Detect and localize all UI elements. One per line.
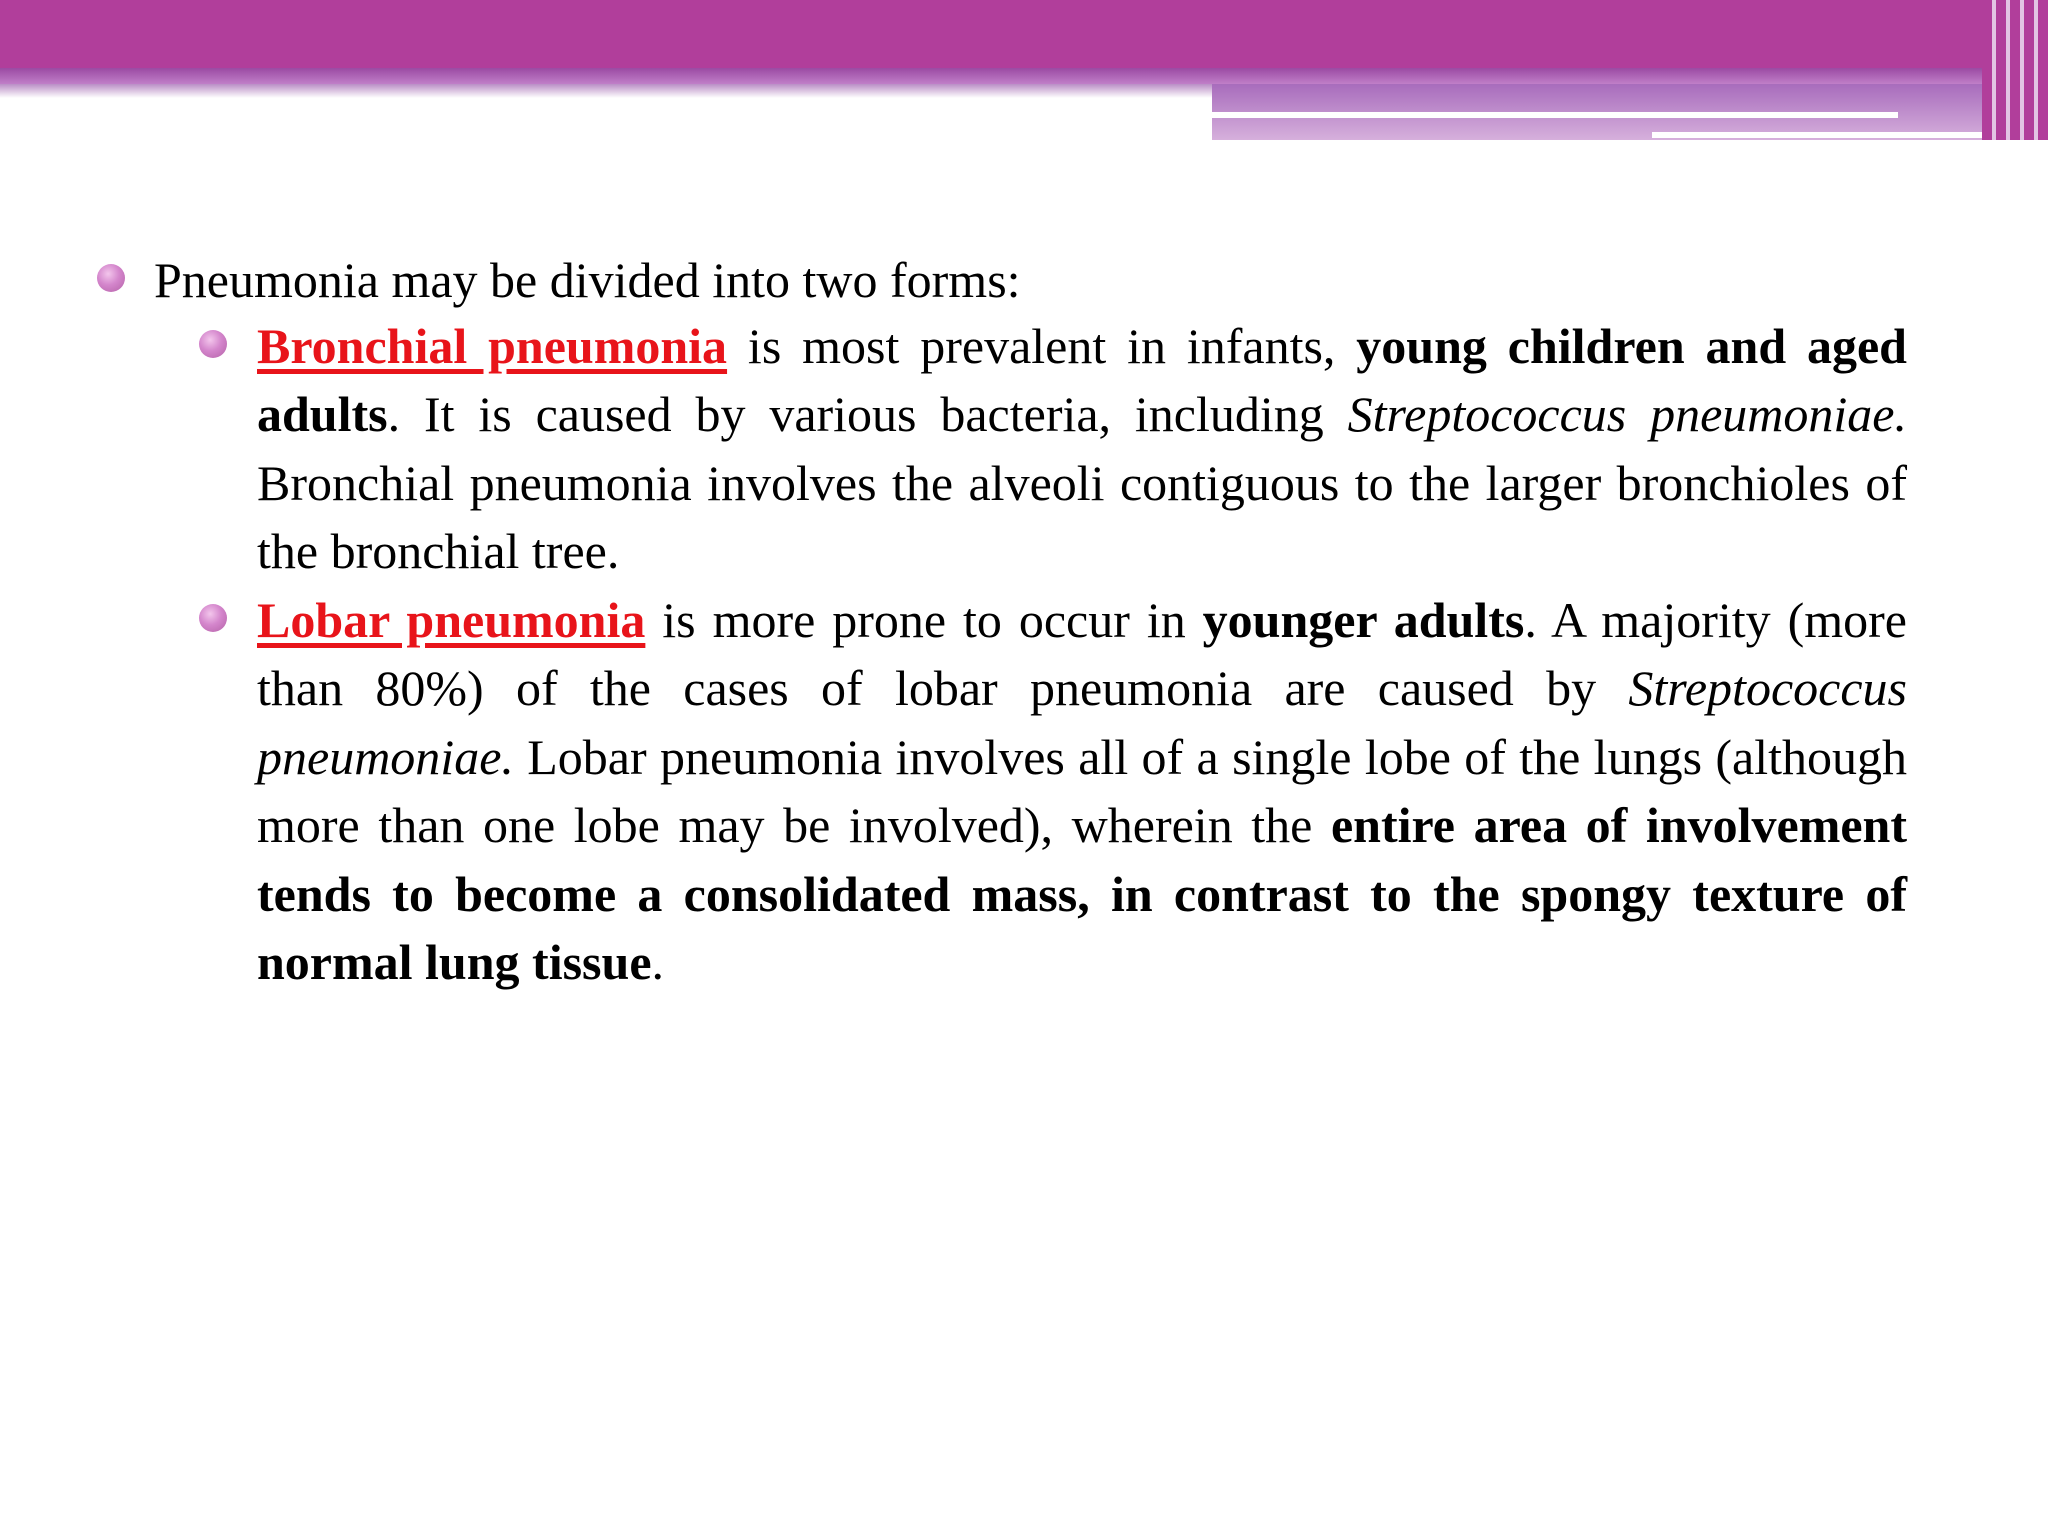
text-run: . It is caused by various bacteria, including	[387, 386, 1348, 443]
bold-run: young children and aged adults	[257, 318, 1907, 443]
bold-run: entire area of involvement tends to become a consolidated mass, in contrast to the spongy texture of normal lung tissue	[257, 797, 1907, 991]
bronchial-pneumonia-paragraph	[257, 312, 1907, 586]
text-run: . A majority (more than 80%) of the cases of lobar pneumonia are caused by	[257, 592, 1908, 717]
bullet-icon	[199, 604, 227, 632]
text-run: Bronchial pneumonia involves the alveoli contiguous to the larger bronchioles of the bronchial tree.	[257, 454, 1907, 580]
bullet-icon	[97, 264, 125, 292]
term-bronchial-pneumonia: Bronchial pneumonia	[257, 318, 728, 374]
bullet-icon	[199, 330, 227, 358]
text-run: .	[651, 934, 665, 991]
text-run: Lobar pneumonia involves all of a single lobe of the lungs (although more than one lobe may be involved), wherein the	[257, 728, 1907, 854]
text-run: is more prone to occur in	[645, 592, 1203, 648]
italic-run: Streptococcus pneumoniae.	[1347, 386, 1907, 443]
bold-run: younger adults	[1202, 592, 1525, 648]
term-lobar-pneumonia: Lobar pneumonia	[257, 592, 646, 648]
intro-text: Pneumonia may be divided into two forms:	[154, 252, 1021, 308]
italic-run: Streptococcus pneumoniae.	[257, 660, 1907, 785]
text-run: is most prevalent in infants,	[727, 318, 1357, 374]
lobar-pneumonia-paragraph	[257, 586, 1907, 996]
